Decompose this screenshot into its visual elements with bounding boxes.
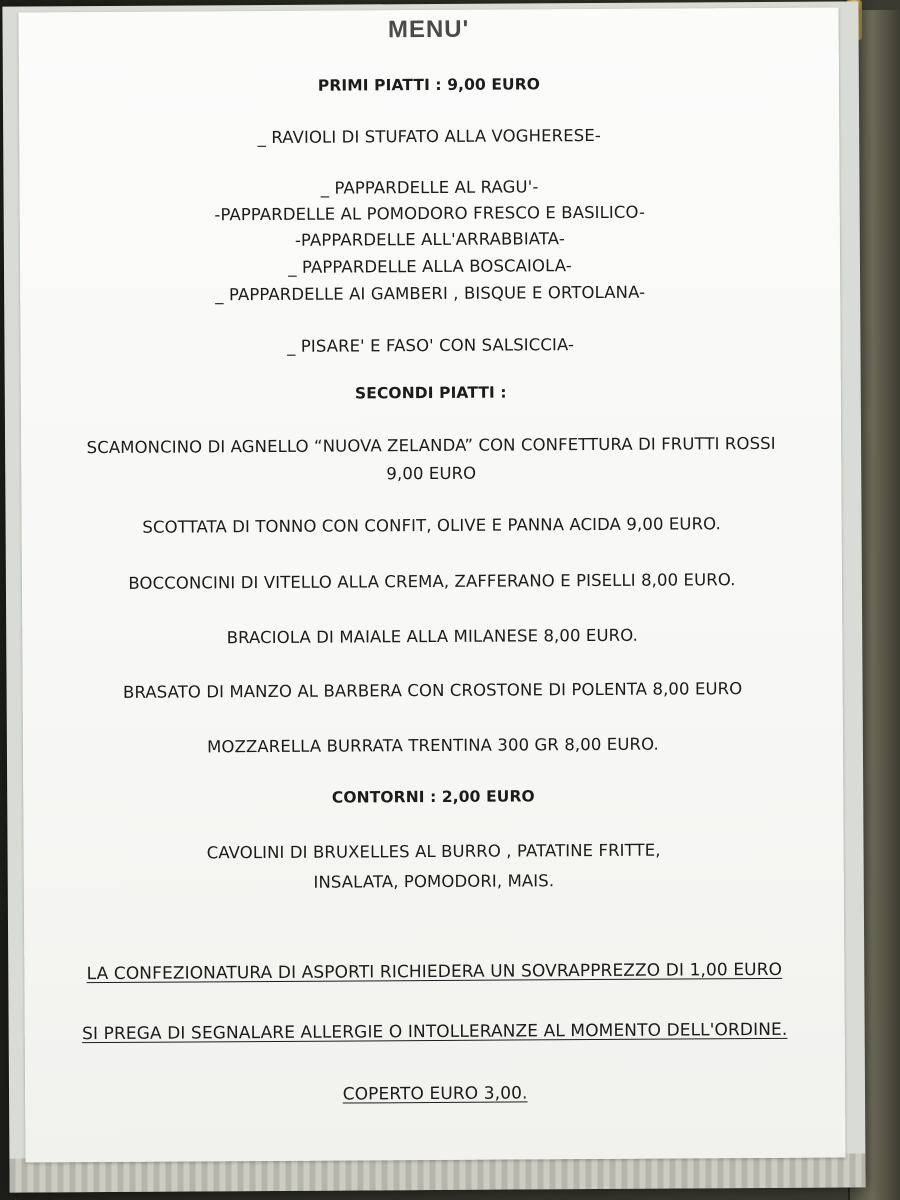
primi-item: -PAPPARDELLE AL POMODORO FRESCO E BASILICO- (214, 202, 646, 225)
primi-item: _ RAVIOLI DI STUFATO ALLA VOGHERESE- (257, 125, 601, 148)
primi-item: _ PISARE' E FASO' CON SALSICCIA- (287, 335, 575, 356)
secondi-item: BRACIOLA DI MAIALE ALLA MILANESE 8,00 EURO. (226, 625, 638, 648)
secondi-item-price: 9,00 EURO (386, 463, 477, 484)
contorni-item: CAVOLINI DI BRUXELLES AL BURRO , PATATINE FRITTE, (206, 840, 661, 863)
secondi-item: MOZZARELLA BURRATA TRENTINA 300 GR 8,00 EURO. (207, 734, 659, 757)
primi-item: _ PAPPARDELLE ALLA BOSCAIOLA- (288, 256, 572, 277)
menu-title: MENU' (387, 15, 470, 44)
secondi-heading: SECONDI PIATTI : (354, 383, 507, 403)
primi-item: -PAPPARDELLE ALL'ARRABBIATA- (294, 229, 565, 250)
secondi-item: SCOTTATA DI TONNO CON CONFIT, OLIVE E PANNA ACIDA 9,00 EURO. (142, 514, 721, 537)
primi-item: _ PAPPARDELLE AI GAMBERI , BISQUE E ORTOLANA- (215, 282, 646, 305)
takeaway-note: LA CONFEZIONATURA DI ASPORTI RICHIEDERA UN SOVRAPPREZZO DI 1,00 EURO (86, 959, 783, 985)
primi-heading: PRIMI PIATTI : 9,00 EURO (317, 75, 541, 95)
contorni-heading: CONTORNI : 2,00 EURO (331, 787, 535, 807)
cover-charge-note: COPERTO EURO 3,00. (342, 1083, 528, 1105)
primi-item: _ PAPPARDELLE AL RAGU'- (320, 177, 539, 198)
secondi-item: SCAMONCINO DI AGNELLO “NUOVA ZELANDA” CON CONFETTURA DI FRUTTI ROSSI (86, 433, 776, 458)
secondi-item: BRASATO DI MANZO AL BARBERA CON CROSTONE DI POLENTA 8,00 EURO (122, 679, 743, 702)
allergy-note: SI PREGA DI SEGNALARE ALLERGIE O INTOLLERANZE AL MOMENTO DELL'ORDINE. (82, 1019, 788, 1045)
menu-sheet (18, 8, 845, 1163)
secondi-item: BOCCONCINI DI VITELLO ALLA CREMA, ZAFFERANO E PISELLI 8,00 EURO. (128, 570, 736, 593)
contorni-item: INSALATA, POMODORI, MAIS. (313, 871, 555, 892)
